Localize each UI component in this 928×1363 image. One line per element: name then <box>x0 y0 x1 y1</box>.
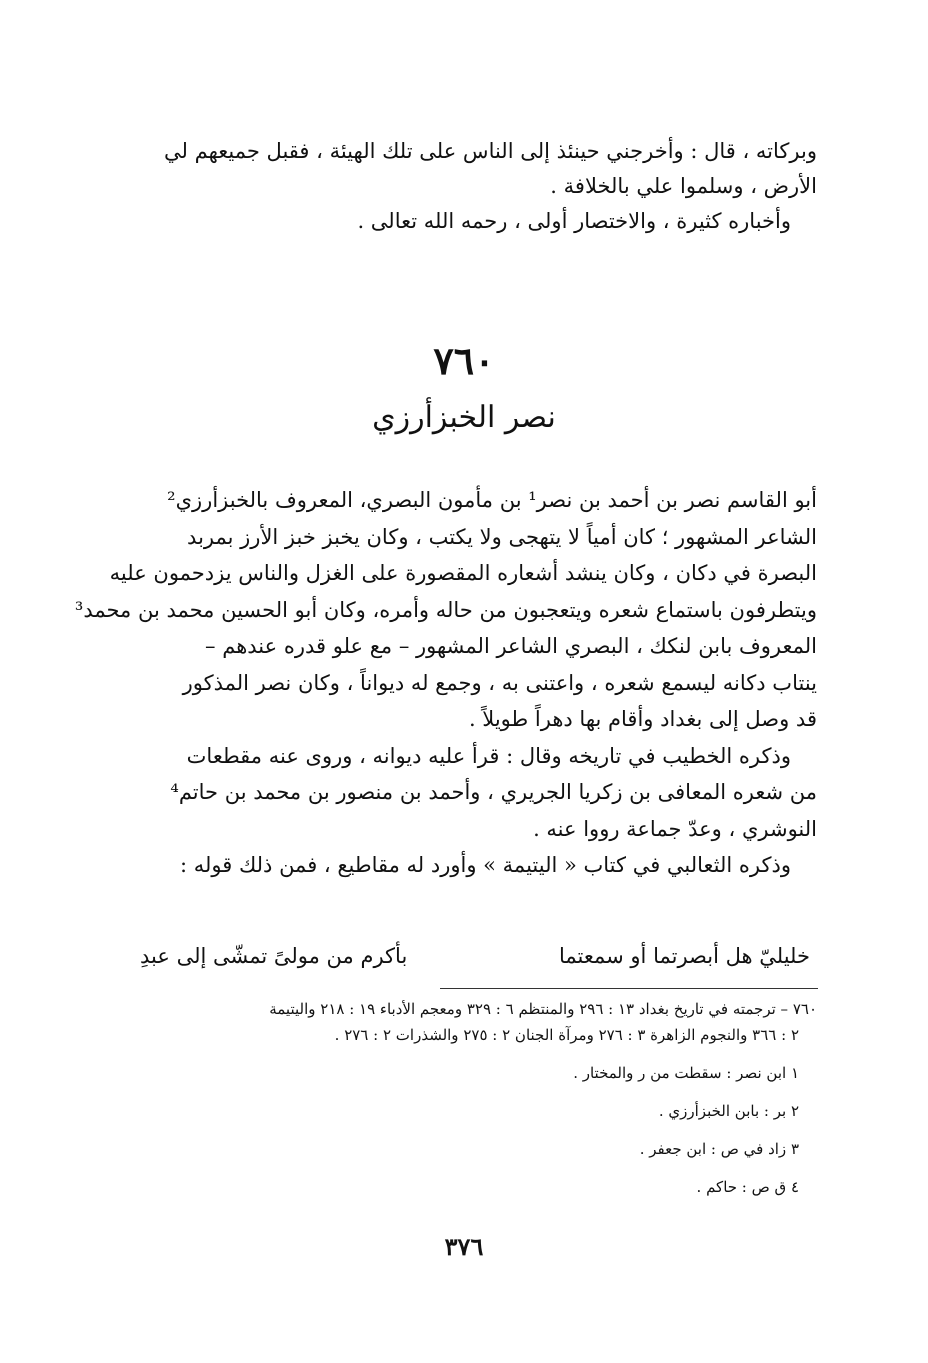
page-number: ٣٧٦ <box>444 1232 484 1261</box>
text-line: ينتاب دكانه ليسمع شعره ، واعتنى به ، وجمع له ديواناً ، وكان نصر المذكور <box>182 670 817 695</box>
previous-entry-ending <box>105 134 817 239</box>
entry-number: ٧٦٠ <box>433 338 495 383</box>
footnote-main-continued: ٢ : ٣٦٦ والنجوم الزاهرة ٣ : ٢٧٦ ومرآة الجنان ٢ : ٢٧٥ والشذرات ٢ : ٢٧٦ . <box>334 1026 799 1044</box>
poem-verse <box>140 938 810 974</box>
text-line: الأرض ، وسلموا علي بالخلافة . <box>550 174 817 198</box>
text-line: وذكره الخطيب في تاريخه وقال : قرأ عليه ديوانه ، وروى عنه مقطعات <box>186 743 791 768</box>
text-line: قد وصل إلى بغداد وأقام بها دهراً طويلاً . <box>468 707 817 731</box>
text-line: البصرة في دكان ، وكان ينشد أشعاره المقصورة على الغزل والناس يزدحمون عليه <box>109 561 817 585</box>
text-line: من شعره المعافى بن زكريا الجريري ، وأحمد بن منصور بن محمد بن حاتم⁴ <box>170 780 817 804</box>
footnote-main: ٧٦٠ – ترجمته في تاريخ بغداد ١٣ : ٢٩٦ والمنتظم ٦ : ٣٢٩ ومعجم الأدباء ١٩ : ٢١٨ واليتيمة <box>269 1000 817 1018</box>
text-line: ويتطرفون باستماع شعره ويتعجبون من حاله وأمره، وكان أبو الحسين محمد بن محمد³ <box>74 597 817 622</box>
text-line: وبركاته ، قال : وأخرجني حينئذ إلى الناس على تلك الهيئة ، فقبل جميعهم لي <box>164 139 817 163</box>
footnote-item: ٢ بر : بابن الخبزأرزي . <box>658 1102 799 1120</box>
footnote-item: ١ ابن نصر : سقطت من ر والمختار . <box>573 1064 799 1082</box>
footnote-item: ٣ زاد في ص : ابن جعفر . <box>639 1140 799 1158</box>
biography-text <box>74 482 817 884</box>
footnote-item: ٤ ق ص : حاكم . <box>696 1178 799 1196</box>
verse-first-hemistich: خليليّ هل أبصرتما أو سمعتما <box>559 944 810 968</box>
text-line: المعروف بابن لنكك ، البصري الشاعر المشهور – مع علو قدره عندهم – <box>205 634 817 658</box>
footnotes <box>105 996 817 1200</box>
text-line: أبو القاسم نصر بن أحمد بن نصر¹ بن مأمون البصري، المعروف بالخبزأرزي² <box>167 488 817 512</box>
text-line: وأخباره كثيرة ، والاختصار أولى ، رحمه الله تعالى . <box>357 209 791 233</box>
text-line: النوشري ، وعدّ جماعة رووا عنه . <box>533 816 817 841</box>
text-line: وذكره الثعالبي في كتاب « اليتيمة » وأورد له مقاطيع ، فمن ذلك قوله : <box>179 853 791 877</box>
verse-second-hemistich: بأكرم من مولىً تمشّى إلى عبدِ <box>140 944 408 968</box>
entry-title: نصر الخبزأرزي <box>372 400 556 435</box>
footnote-divider <box>440 988 818 989</box>
text-line: الشاعر المشهور ؛ كان أمياً لا يتهجى ولا يكتب ، وكان يخبز خبز الأرز بمربد <box>187 524 817 549</box>
